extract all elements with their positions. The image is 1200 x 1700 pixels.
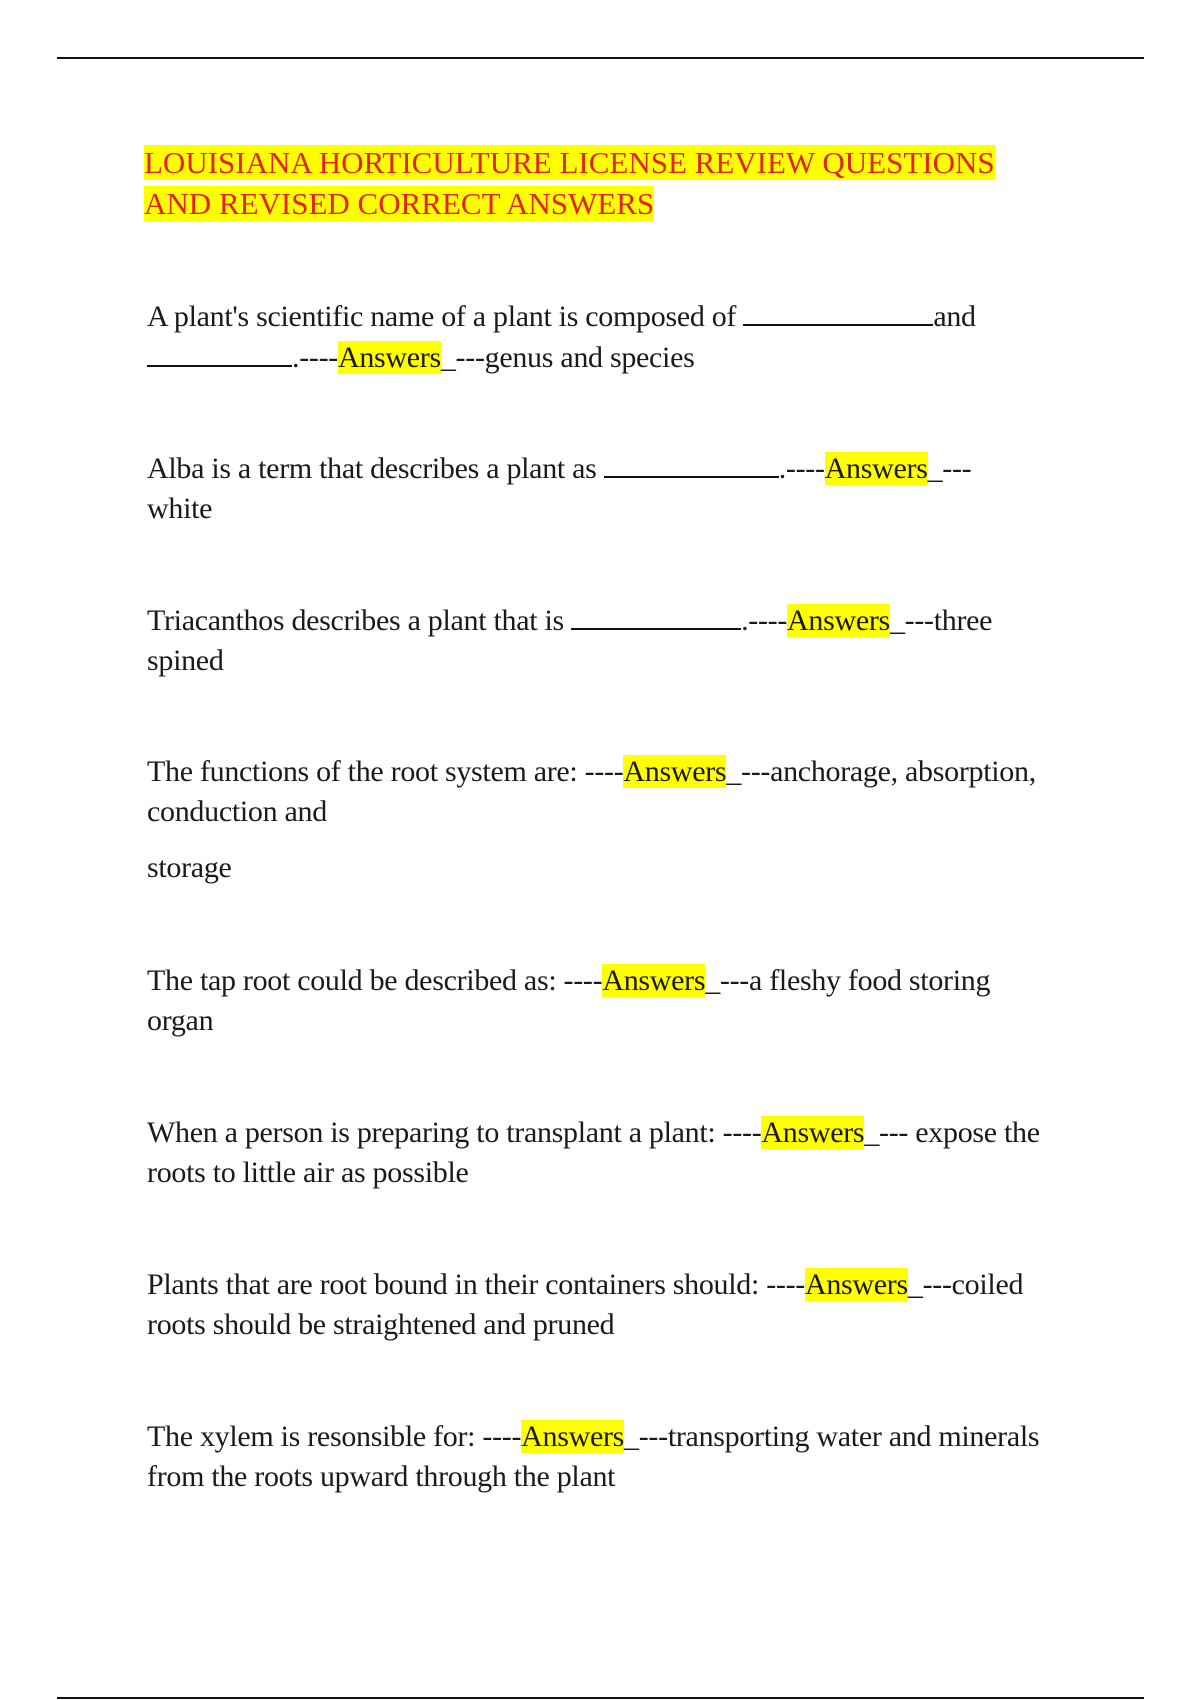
title-line-1: LOUISIANA HORTICULTURE LICENSE REVIEW QUESTIONS xyxy=(144,145,995,180)
top-rule xyxy=(57,57,1144,59)
separator: _--- xyxy=(624,1420,668,1453)
separator: .---- xyxy=(741,604,788,637)
separator: _--- xyxy=(927,452,972,485)
question-text: The xylem is resonsible for: ---- xyxy=(147,1420,522,1453)
separator: _--- xyxy=(907,1268,952,1301)
question-text: Plants that are root bound in their containers should: ---- xyxy=(147,1268,805,1301)
answers-label: Answers xyxy=(787,604,890,637)
answer-text: three spined xyxy=(147,604,993,677)
question-6 xyxy=(147,1113,1047,1193)
answers-label: Answers xyxy=(602,964,706,997)
separator: _--- xyxy=(864,1116,916,1149)
separator: _--- xyxy=(889,604,934,637)
separator: .---- xyxy=(292,341,338,374)
answers-label: Answers xyxy=(804,1268,908,1301)
separator: .---- xyxy=(778,452,825,485)
separator: _--- xyxy=(440,341,485,374)
separator: _--- xyxy=(726,755,771,788)
answer-text: genus and species xyxy=(484,341,695,374)
question-text: When a person is preparing to transplant a plant: ---- xyxy=(147,1116,762,1149)
answer-blank xyxy=(604,448,779,478)
title-line-2: AND REVISED CORRECT ANSWERS xyxy=(144,186,655,221)
question-1 xyxy=(147,296,1047,378)
question-4 xyxy=(147,752,1047,888)
question-connector: and xyxy=(933,300,976,333)
question-text: Alba is a term that describes a plant as xyxy=(147,452,604,485)
answer-text: expose the roots to little air as possible xyxy=(147,1116,1040,1189)
question-text: The tap root could be described as: ---- xyxy=(147,964,603,997)
bottom-rule xyxy=(57,1697,1144,1699)
question-7 xyxy=(147,1265,1047,1345)
answers-label: Answers xyxy=(761,1116,865,1149)
answers-label: Answers xyxy=(521,1420,625,1453)
answer-text: anchorage, absorption, conduction and xyxy=(147,755,1036,828)
answer-text: white xyxy=(147,492,213,525)
answers-label: Answers xyxy=(824,452,928,485)
question-3 xyxy=(147,600,1047,681)
answer-text-continued: storage xyxy=(147,851,232,884)
answer-text: coiled roots should be straightened and pruned xyxy=(147,1268,1024,1341)
answers-label: Answers xyxy=(337,341,441,374)
separator: _--- xyxy=(705,964,749,997)
question-text: Triacanthos describes a plant that is xyxy=(147,604,572,637)
answers-label: Answers xyxy=(623,755,727,788)
question-5 xyxy=(147,961,1047,1041)
document-title xyxy=(144,142,1044,224)
question-2 xyxy=(147,448,1047,529)
answer-blank xyxy=(571,600,741,630)
answer-blank xyxy=(743,296,933,326)
answer-blank xyxy=(147,337,292,367)
question-8 xyxy=(147,1417,1047,1497)
question-text: A plant's scientific name of a plant is composed of xyxy=(147,300,744,333)
question-text: The functions of the root system are: ---- xyxy=(147,755,624,788)
answer-text: transporting water and minerals from the roots upward through the plant xyxy=(147,1420,1040,1493)
answer-text: a fleshy food storing organ xyxy=(147,964,991,1037)
